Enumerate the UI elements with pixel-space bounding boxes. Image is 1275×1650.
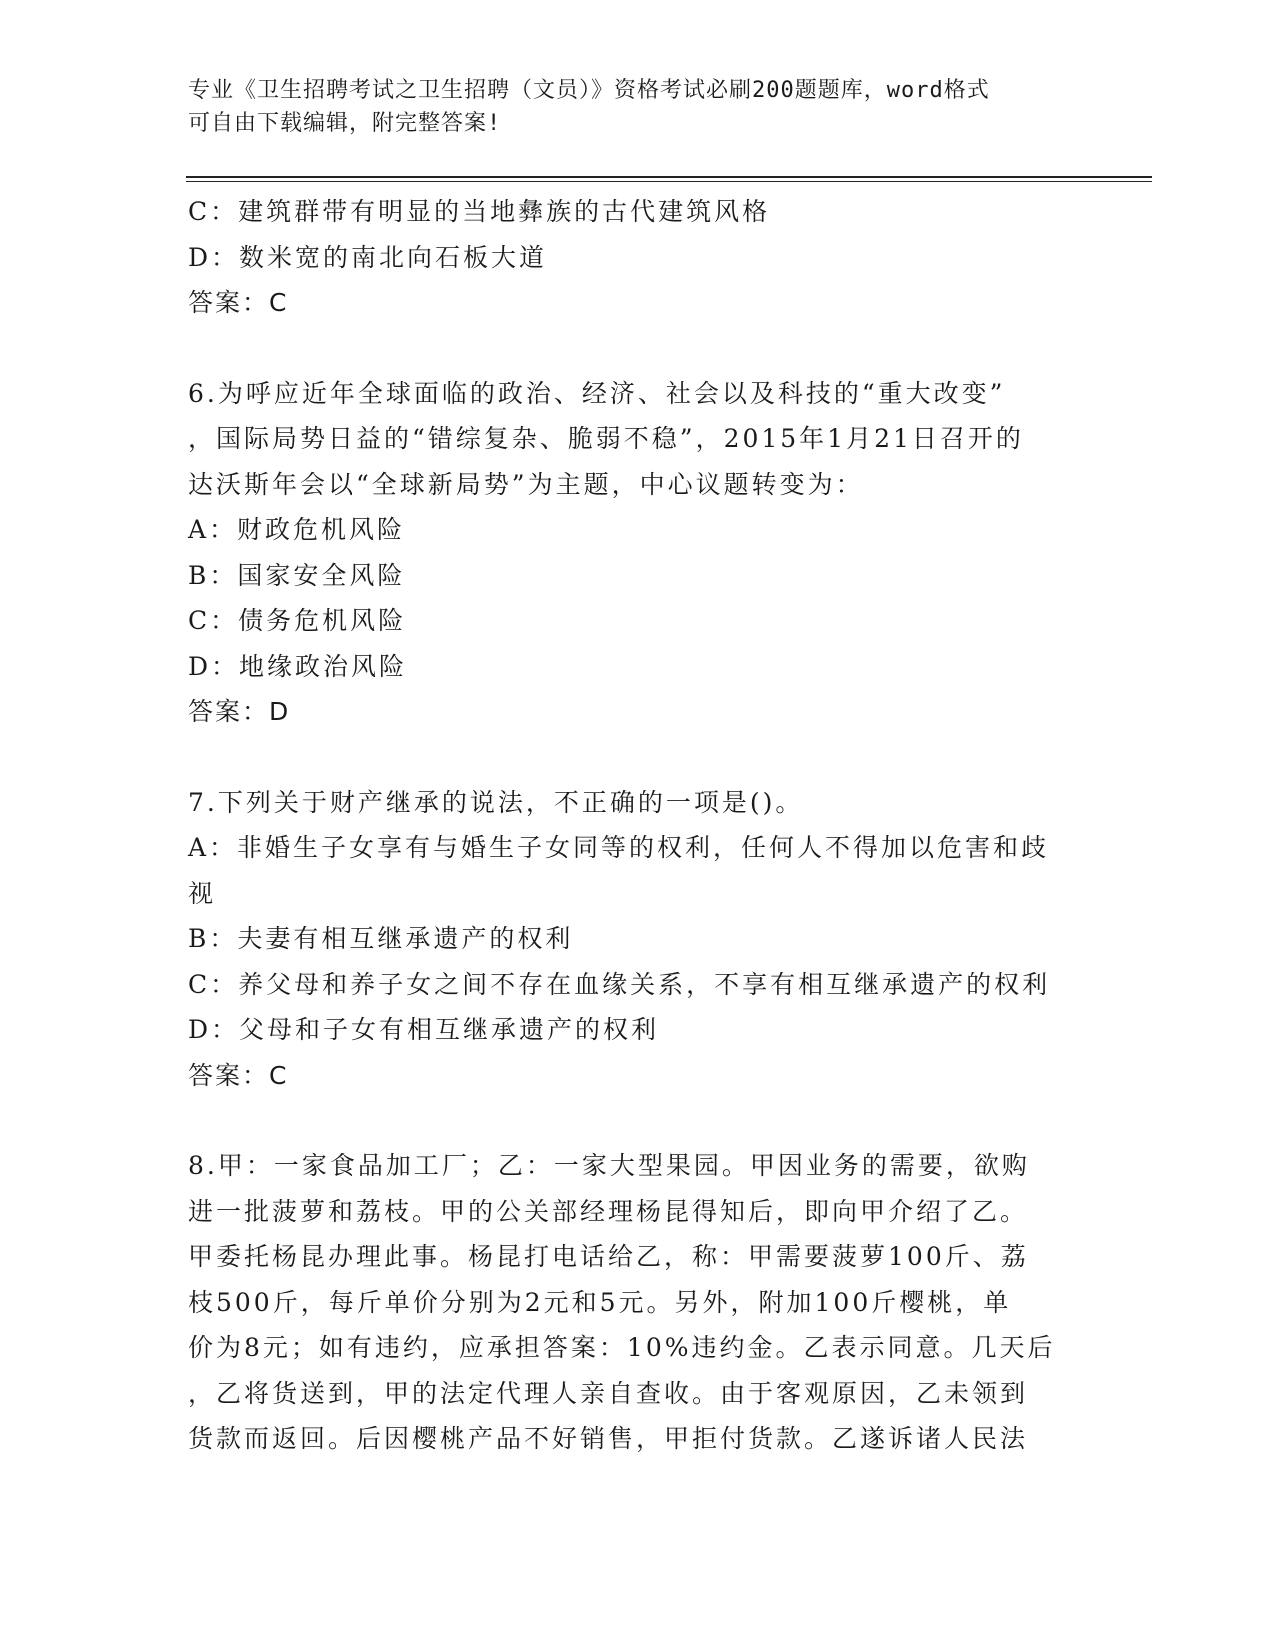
question-stem: 枝500斤，每斤单价分别为2元和5元。另外，附加100斤樱桃，单 bbox=[188, 1287, 1012, 1317]
option-d: D：地缘政治风险 bbox=[188, 651, 408, 681]
option-a: A：非婚生子女享有与婚生子女同等的权利，任何人不得加以危害和歧 bbox=[188, 833, 1050, 862]
option-c: C：建筑群带有明显的当地彝族的古代建筑风格 bbox=[188, 197, 771, 226]
answer: 答案：D bbox=[188, 697, 291, 726]
header-line-1: 专业《卫生招聘考试之卫生招聘（文员）》资格考试必刷200题题库，word格式 bbox=[188, 78, 990, 103]
option-d: D：父母和子女有相互继承遗产的权利 bbox=[188, 1015, 660, 1044]
question-stem: 货款而返回。后因樱桃产品不好销售，甲拒付货款。乙遂诉诸人民法 bbox=[188, 1424, 1029, 1453]
spacer bbox=[188, 735, 1088, 780]
answer: 答案：C bbox=[188, 288, 289, 317]
question-stem: 7.下列关于财产继承的说法，不正确的一项是()。 bbox=[188, 787, 804, 817]
question-stem: 价为8元；如有违约，应承担答案：10%违约金。乙表示同意。几天后 bbox=[188, 1333, 1056, 1362]
option-b: B：国家安全风险 bbox=[188, 560, 406, 590]
option-d: D：数米宽的南北向石板大道 bbox=[188, 242, 548, 272]
option-a: A：财政危机风险 bbox=[188, 515, 406, 544]
question-stem: ，乙将货送到，甲的法定代理人亲自查收。由于客观原因，乙未领到 bbox=[188, 1378, 1029, 1408]
answer: 答案：C bbox=[188, 1060, 289, 1090]
question-stem: 8.甲：一家食品加工厂；乙：一家大型果园。甲因业务的需要，欲购 bbox=[188, 1151, 1030, 1180]
spacer bbox=[188, 1098, 1088, 1143]
option-a-continued: 视 bbox=[188, 878, 217, 908]
option-c: C：债务危机风险 bbox=[188, 606, 407, 635]
question-stem: 甲委托杨昆办理此事。杨昆打电话给乙，称：甲需要菠萝100斤、荔 bbox=[188, 1242, 1029, 1271]
document-header bbox=[188, 74, 1068, 140]
header-divider-thin bbox=[186, 181, 1152, 182]
question-stem: 6.为呼应近年全球面临的政治、经济、社会以及科技的“重大改变” bbox=[188, 378, 1006, 408]
question-stem: 达沃斯年会以“全球新局势”为主题，中心议题转变为： bbox=[188, 469, 864, 499]
option-c: C：养父母和养子女之间不存在血缘关系，不享有相互继承遗产的权利 bbox=[188, 969, 1051, 999]
question-5-tail bbox=[188, 189, 1088, 326]
question-7 bbox=[188, 780, 1088, 1099]
document-body bbox=[188, 189, 1088, 1462]
question-8 bbox=[188, 1143, 1088, 1462]
question-stem: 进一批菠萝和荔枝。甲的公关部经理杨昆得知后，即向甲介绍了乙。 bbox=[188, 1196, 1029, 1226]
question-6 bbox=[188, 371, 1088, 735]
question-stem: ，国际局势日益的“错综复杂、脆弱不稳”，2015年1月21日召开的 bbox=[188, 424, 1024, 453]
header-line-2: 可自由下载编辑，附完整答案! bbox=[188, 111, 502, 136]
option-b: B：夫妻有相互继承遗产的权利 bbox=[188, 924, 574, 953]
header-divider-thick bbox=[186, 176, 1152, 178]
spacer bbox=[188, 326, 1088, 371]
